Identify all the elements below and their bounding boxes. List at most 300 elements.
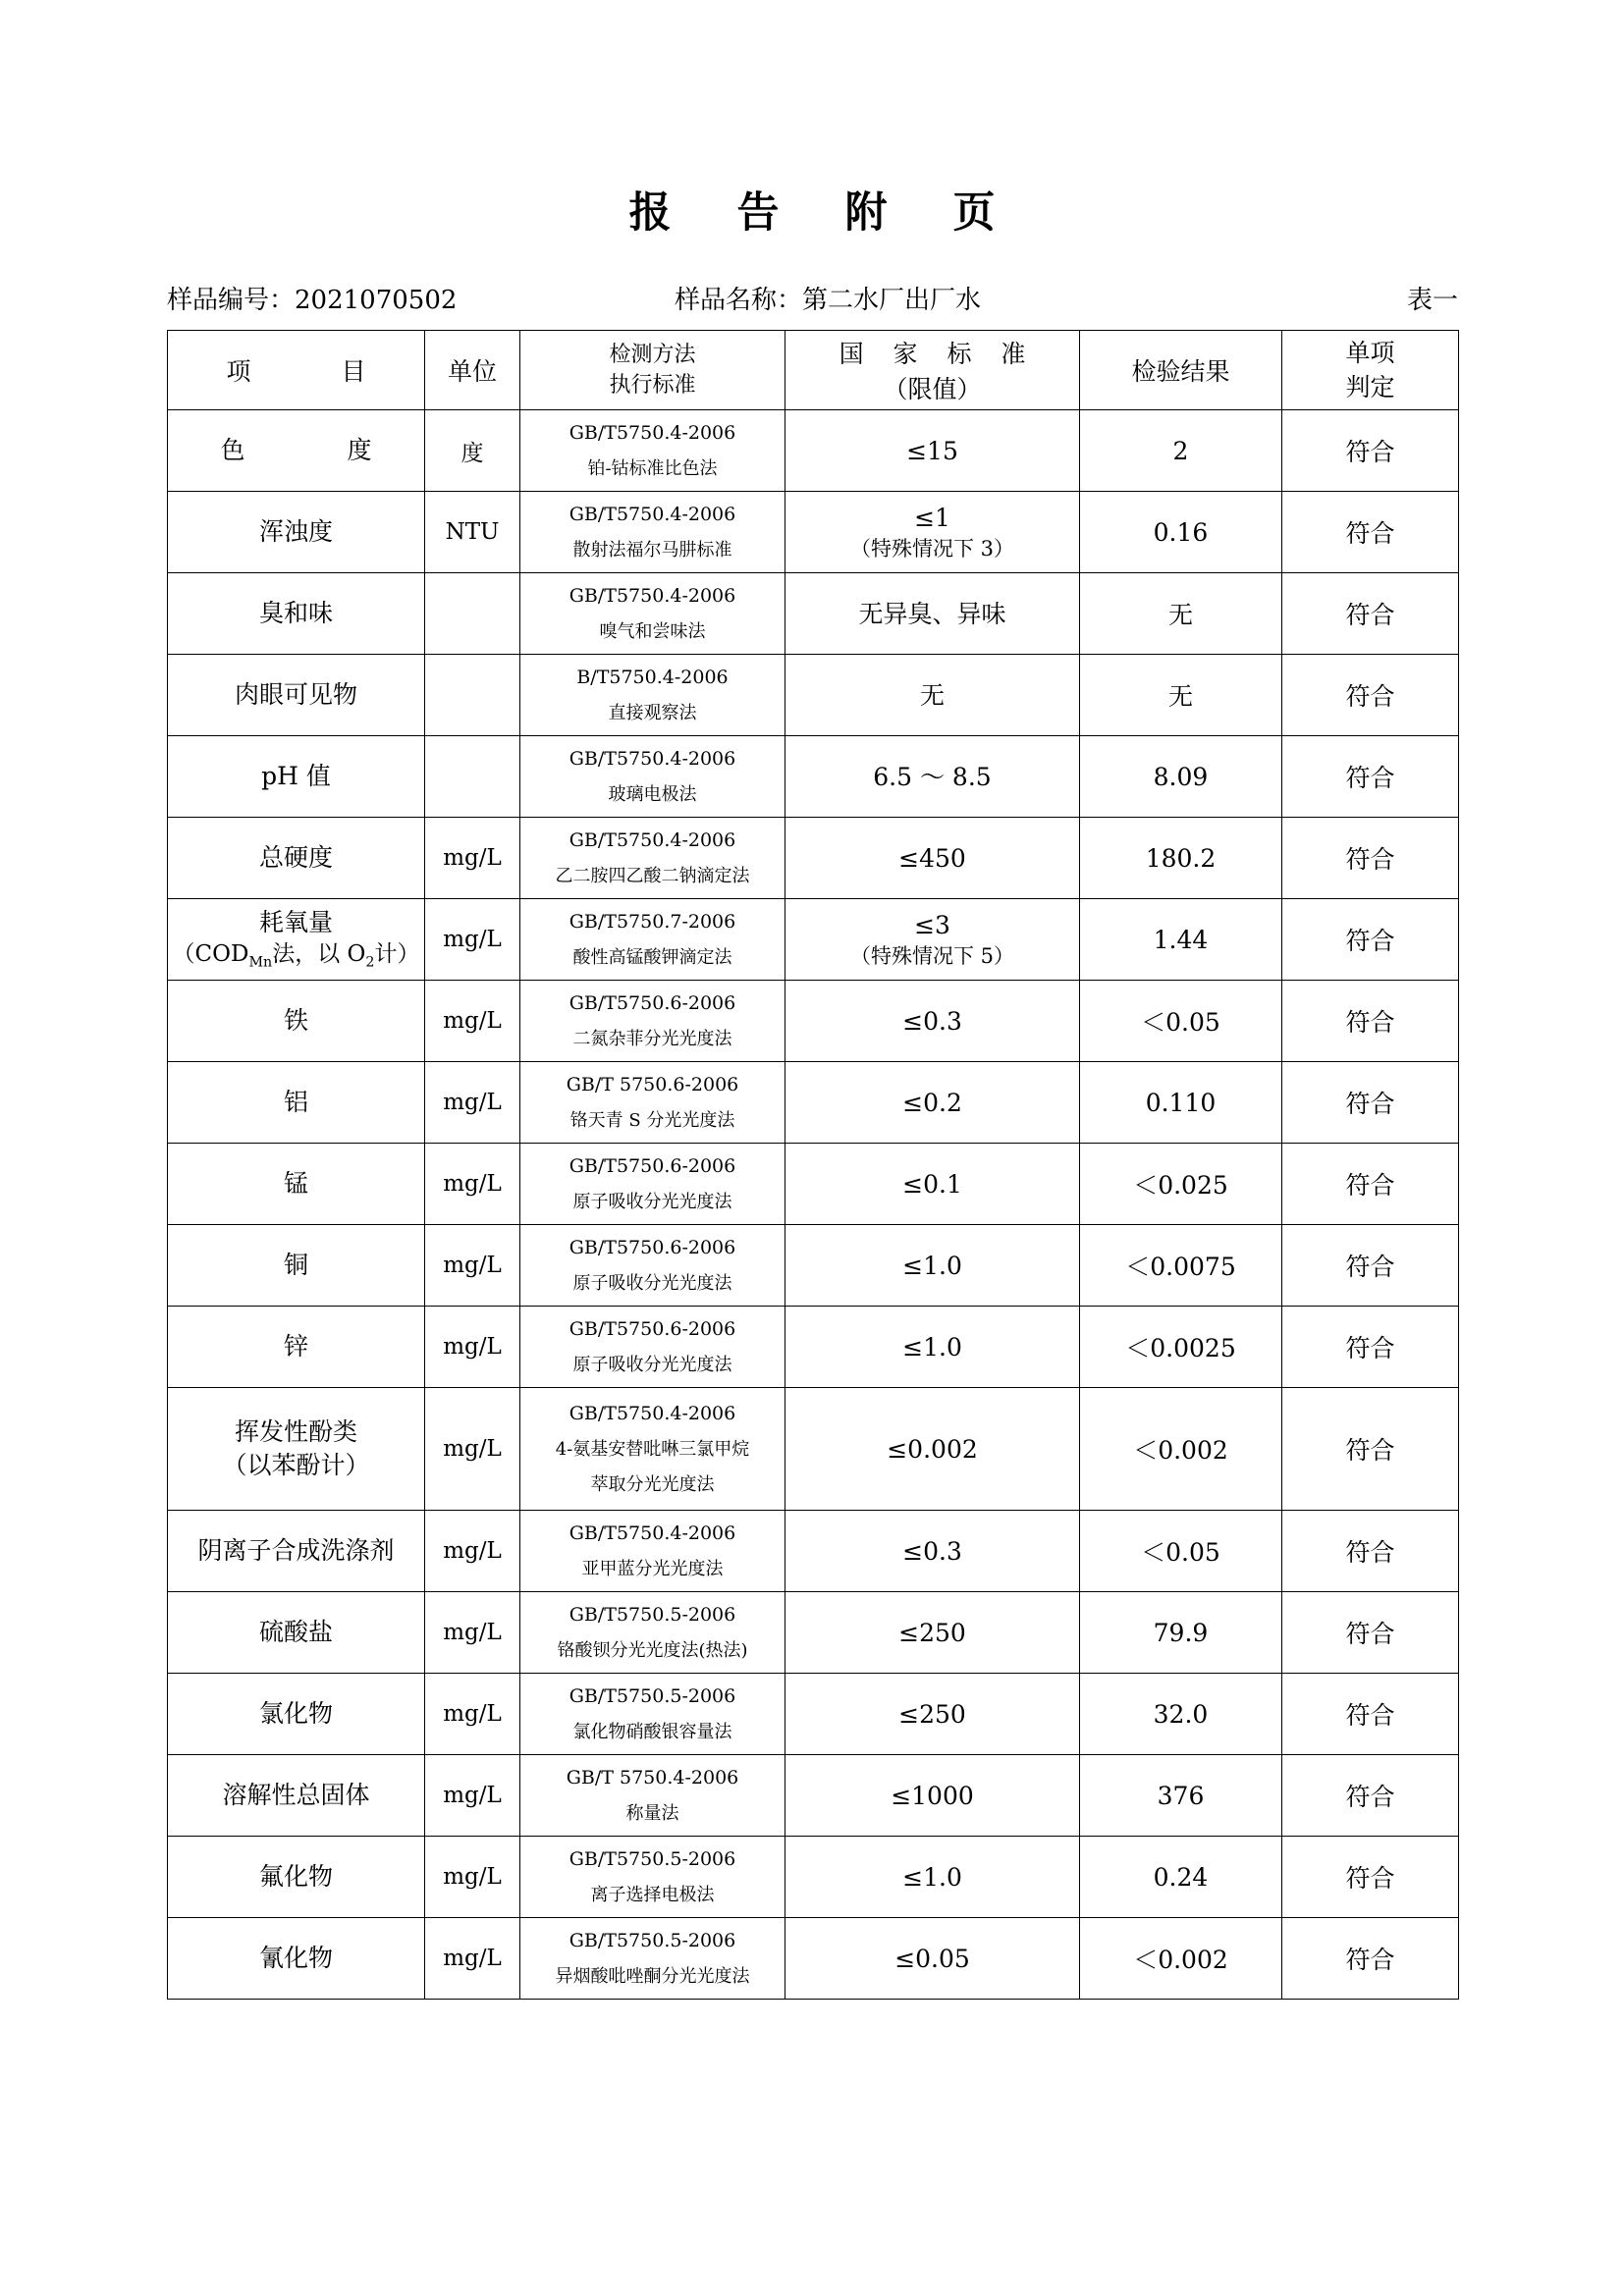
judgement-value: 符合: [1345, 1538, 1395, 1567]
unit-label: mg/L: [443, 927, 502, 952]
method-block: [523, 986, 782, 1056]
cell-method: [520, 736, 785, 818]
item-label: 锰: [283, 1168, 308, 1198]
item-sublabel: （以苯酚计）: [222, 1451, 370, 1479]
cell-unit: [425, 1225, 520, 1307]
cell-item: [168, 655, 425, 736]
method-standard-code: GB/T5750.7-2006: [568, 910, 736, 933]
method-standard-code: GB/T5750.6-2006: [568, 991, 736, 1014]
method-name: 原子吸收分光光度法: [572, 1354, 732, 1375]
method-name: 散射法福尔马肼标准: [572, 539, 732, 561]
method-standard-code: GB/T5750.5-2006: [568, 1603, 736, 1626]
unit-label: mg/L: [443, 1090, 502, 1115]
table-row: [168, 1225, 1459, 1307]
cell-method: [520, 1225, 785, 1307]
method-standard-code: GB/T 5750.4-2006: [566, 1766, 739, 1789]
method-standard-code: GB/T5750.4-2006: [568, 1403, 736, 1425]
unit-label: mg/L: [443, 845, 502, 871]
table-number: 表一: [1406, 286, 1458, 315]
cell-standard: [785, 899, 1080, 981]
cell-unit: [425, 410, 520, 492]
cell-unit: [425, 573, 520, 655]
method-name: 氯化物硝酸银容量法: [572, 1721, 732, 1742]
cell-standard: [785, 492, 1080, 573]
table-header-row: [168, 331, 1459, 410]
table-row: [168, 1837, 1459, 1918]
cell-item: [168, 736, 425, 818]
table-row: [168, 573, 1459, 655]
method-standard-code: GB/T 5750.6-2006: [566, 1073, 739, 1095]
unit-label: NTU: [445, 519, 500, 545]
cell-standard: [785, 573, 1080, 655]
cell-standard: [785, 1674, 1080, 1755]
cell-result: [1080, 736, 1282, 818]
table-row: [168, 981, 1459, 1062]
judgement-value: 符合: [1345, 845, 1395, 874]
method-name: 酸性高锰酸钾滴定法: [572, 946, 732, 968]
cell-result: [1080, 1592, 1282, 1674]
cell-item: [168, 1307, 425, 1388]
judgement-value: 符合: [1345, 1701, 1395, 1730]
sample-id: 样品编号：2021070502: [167, 286, 458, 315]
judgement-value: 符合: [1345, 1008, 1395, 1037]
cell-item: [168, 981, 425, 1062]
method-standard-code: GB/T5750.4-2006: [568, 828, 736, 851]
result-value: ＜0.05: [1141, 1538, 1220, 1567]
cell-standard: [785, 655, 1080, 736]
cell-method: [520, 1837, 785, 1918]
cell-method: [520, 818, 785, 899]
cell-result: [1080, 1918, 1282, 2000]
cell-unit: [425, 1062, 520, 1144]
unit-label: mg/L: [443, 1783, 502, 1808]
header-method-label: [523, 340, 782, 400]
result-value: ＜0.0075: [1125, 1253, 1236, 1281]
cell-method: [520, 1674, 785, 1755]
unit-label: mg/L: [443, 1334, 502, 1360]
standard-value: ≤3: [914, 910, 950, 939]
standard-value: ≤1.0: [902, 1332, 962, 1362]
cell-item: [168, 1511, 425, 1592]
method-standard-code: GB/T5750.5-2006: [568, 1847, 736, 1870]
header-standard-line1: 国 家 标 准: [839, 340, 1037, 368]
cell-result: [1080, 1674, 1282, 1755]
standard-value: ≤1.0: [902, 1251, 962, 1280]
cell-judgement: [1282, 492, 1459, 573]
method-block: [523, 1311, 782, 1382]
cell-result: [1080, 1511, 1282, 1592]
cell-item: [168, 899, 425, 981]
method-name: 铬酸钡分光光度法(热法): [557, 1639, 748, 1661]
cell-result: [1080, 1837, 1282, 1918]
judgement-value: 符合: [1345, 1620, 1395, 1648]
header-standard: [785, 331, 1080, 410]
cell-judgement: [1282, 1674, 1459, 1755]
header-result-label: 检验结果: [1131, 357, 1230, 386]
cell-standard: [785, 1307, 1080, 1388]
cell-unit: [425, 1918, 520, 2000]
table-row: [168, 1918, 1459, 2000]
item-label: 锌: [283, 1331, 308, 1361]
cell-item: [168, 1388, 425, 1511]
method-block: [523, 823, 782, 893]
cell-unit: [425, 1388, 520, 1511]
cell-standard: [785, 1592, 1080, 1674]
cell-unit: [425, 1511, 520, 1592]
result-value: ＜0.002: [1133, 1436, 1228, 1465]
judgement-value: 符合: [1345, 1090, 1395, 1118]
cell-method: [520, 1918, 785, 2000]
method-name: 称量法: [625, 1802, 679, 1824]
result-value: 0.16: [1153, 517, 1209, 547]
cell-judgement: [1282, 1511, 1459, 1592]
item-sublabel: （$COD_{Mn}$法，以 $O_2$计）: [172, 941, 420, 971]
cell-method: [520, 1388, 785, 1511]
standard-value: ≤15: [906, 436, 958, 465]
standard-value: ≤250: [898, 1699, 966, 1729]
cell-result: [1080, 818, 1282, 899]
item-label: 铜: [283, 1250, 308, 1279]
cell-judgement: [1282, 1062, 1459, 1144]
method-name: 亚甲蓝分光光度法: [581, 1558, 724, 1579]
result-value: 无: [1167, 601, 1193, 629]
method-standard-code: GB/T5750.4-2006: [568, 747, 736, 770]
method-block: [523, 1597, 782, 1668]
method-block: [523, 1842, 782, 1912]
header-item-label: 项 目: [226, 357, 380, 386]
table-row: [168, 655, 1459, 736]
header-unit: [425, 331, 520, 410]
cell-item: [168, 818, 425, 899]
unit-label: mg/L: [443, 1946, 502, 1971]
unit-label: mg/L: [443, 1253, 502, 1278]
method-standard-code: GB/T5750.4-2006: [568, 584, 736, 607]
cell-item: [168, 1674, 425, 1755]
unit-label: mg/L: [443, 1620, 502, 1645]
cell-unit: [425, 1307, 520, 1388]
result-value: 无: [1167, 682, 1193, 711]
item-label: 色 度: [220, 435, 390, 464]
table-row: [168, 1674, 1459, 1755]
standard-value: 无异臭、异味: [858, 599, 1006, 628]
cell-standard: [785, 1062, 1080, 1144]
method-block: [523, 1230, 782, 1301]
item-label: 浑浊度: [258, 516, 333, 546]
method-block: [523, 497, 782, 567]
method-name: 异烟酸吡唑酮分光光度法: [555, 1965, 750, 1987]
header-judge-label: [1285, 336, 1455, 405]
result-value: 0.110: [1145, 1088, 1217, 1117]
cell-standard: [785, 1837, 1080, 1918]
result-value: 376: [1157, 1781, 1205, 1810]
sub-header: [167, 281, 1458, 320]
result-value: 0.24: [1153, 1862, 1209, 1892]
method-name: 二氮杂菲分光光度法: [572, 1028, 732, 1049]
cell-method: [520, 573, 785, 655]
method-block: [523, 660, 782, 730]
item-label: 氯化物: [258, 1698, 333, 1728]
item-label: 臭和味: [258, 598, 333, 627]
cell-judgement: [1282, 1755, 1459, 1837]
cell-unit: [425, 1755, 520, 1837]
cell-unit: [425, 1674, 520, 1755]
method-block: [523, 415, 782, 486]
cell-judgement: [1282, 1592, 1459, 1674]
standard-value: ≤250: [898, 1618, 966, 1647]
cell-result: [1080, 1062, 1282, 1144]
method-name: 乙二胺四乙酸二钠滴定法: [555, 865, 750, 886]
method-name: 直接观察法: [608, 702, 697, 723]
cell-unit: [425, 1592, 520, 1674]
cell-item: [168, 1755, 425, 1837]
cell-result: [1080, 1388, 1282, 1511]
judgement-value: 符合: [1345, 1436, 1395, 1465]
method-standard-code: GB/T5750.6-2006: [568, 1236, 736, 1258]
table-row: [168, 1062, 1459, 1144]
judgement-value: 符合: [1345, 601, 1395, 629]
cell-result: [1080, 981, 1282, 1062]
judgement-value: 符合: [1345, 1253, 1395, 1281]
method-block: [523, 1148, 782, 1219]
cell-result: [1080, 1755, 1282, 1837]
cell-result: [1080, 1307, 1282, 1388]
cell-result: [1080, 655, 1282, 736]
cell-item: [168, 1144, 425, 1225]
header-unit-label: 单位: [447, 357, 497, 386]
method-name: 原子吸收分光光度法: [572, 1191, 732, 1212]
result-value: 180.2: [1145, 843, 1217, 873]
item-label: 溶解性总固体: [222, 1780, 370, 1809]
standard-value: 6.5 ～ 8.5: [873, 762, 992, 791]
result-value: ＜0.002: [1133, 1946, 1228, 1974]
method-block: [523, 1760, 782, 1831]
standard-note: （特殊情况下 3）: [849, 536, 1015, 561]
cell-standard: [785, 818, 1080, 899]
item-label: pH 值: [261, 761, 331, 790]
cell-unit: [425, 899, 520, 981]
method-standard-code: GB/T5750.5-2006: [568, 1929, 736, 1951]
cell-unit: [425, 981, 520, 1062]
result-value: 79.9: [1153, 1618, 1209, 1647]
table-row: [168, 1307, 1459, 1388]
standard-value: ≤0.3: [902, 1536, 962, 1566]
result-value: 2: [1172, 436, 1189, 465]
cell-result: [1080, 573, 1282, 655]
cell-unit: [425, 492, 520, 573]
method-standard-code: GB/T5750.6-2006: [568, 1154, 736, 1177]
unit-label: mg/L: [443, 1864, 502, 1890]
unit-label: mg/L: [443, 1171, 502, 1197]
cell-judgement: [1282, 818, 1459, 899]
header-method: [520, 331, 785, 410]
judgement-value: 符合: [1345, 519, 1395, 548]
cell-method: [520, 1592, 785, 1674]
method-standard-code: GB/T5750.6-2006: [568, 1317, 736, 1340]
item-label: 铁: [283, 1005, 308, 1035]
table-row: [168, 492, 1459, 573]
cell-standard: [785, 1388, 1080, 1511]
cell-unit: [425, 818, 520, 899]
method-block: [523, 1679, 782, 1749]
cell-standard: [785, 981, 1080, 1062]
standard-note: （特殊情况下 5）: [849, 943, 1015, 968]
method-name: 4-氨基安替吡啉三氯甲烷: [555, 1439, 750, 1461]
unit-label: mg/L: [443, 1538, 502, 1564]
cell-method: [520, 1307, 785, 1388]
item-label: 硫酸盐: [258, 1617, 333, 1646]
cell-unit: [425, 1837, 520, 1918]
header-method-line2: 执行标准: [609, 373, 696, 398]
header-judge: [1282, 331, 1459, 410]
method-standard-code: GB/T5750.4-2006: [568, 503, 736, 525]
cell-unit: [425, 1144, 520, 1225]
method-block: [523, 741, 782, 812]
item-label: 耗氧量: [258, 907, 333, 936]
table-row: [168, 1388, 1459, 1511]
item-label: 肉眼可见物: [234, 679, 357, 709]
method-block: [523, 1396, 782, 1501]
method-standard-code: GB/T5750.5-2006: [568, 1684, 736, 1707]
cell-unit: [425, 655, 520, 736]
header-standard-label: [788, 335, 1076, 405]
method-name: 离子选择电极法: [590, 1884, 715, 1905]
header-result: [1080, 331, 1282, 410]
cell-method: [520, 1144, 785, 1225]
cell-standard: [785, 1511, 1080, 1592]
cell-standard: [785, 1755, 1080, 1837]
cell-judgement: [1282, 1918, 1459, 2000]
standard-value: ≤0.002: [887, 1434, 978, 1464]
cell-item: [168, 1062, 425, 1144]
cell-result: [1080, 410, 1282, 492]
cell-judgement: [1282, 1144, 1459, 1225]
item-label: 氰化物: [258, 1943, 333, 1972]
result-value: 32.0: [1153, 1699, 1209, 1729]
method-block: [523, 904, 782, 975]
cell-method: [520, 655, 785, 736]
header-item: [168, 331, 425, 410]
method-standard-code: B/T5750.4-2006: [576, 666, 729, 688]
method-block: [523, 1067, 782, 1138]
method-standard-code: GB/T5750.4-2006: [568, 421, 736, 444]
cell-item: [168, 492, 425, 573]
cell-judgement: [1282, 410, 1459, 492]
judgement-value: 符合: [1345, 1783, 1395, 1811]
cell-item: [168, 410, 425, 492]
header-method-line1: 检测方法: [609, 342, 696, 367]
result-value: ＜0.05: [1141, 1008, 1220, 1037]
method-name: 原子吸收分光光度法: [572, 1272, 732, 1294]
method-standard-code: GB/T5750.4-2006: [568, 1522, 736, 1544]
unit-label: mg/L: [443, 1701, 502, 1727]
table-row: [168, 899, 1459, 981]
cell-method: [520, 981, 785, 1062]
cell-method: [520, 1755, 785, 1837]
judgement-value: 符合: [1345, 1334, 1395, 1362]
cell-judgement: [1282, 736, 1459, 818]
cell-standard: [785, 1225, 1080, 1307]
cell-item: [168, 573, 425, 655]
cell-method: [520, 899, 785, 981]
table-row: [168, 818, 1459, 899]
item-label: 总硬度: [258, 842, 333, 872]
judgement-value: 符合: [1345, 682, 1395, 711]
cell-item: [168, 1837, 425, 1918]
standard-value: ≤0.05: [894, 1944, 970, 1973]
cell-result: [1080, 492, 1282, 573]
cell-standard: [785, 1918, 1080, 2000]
table-row: [168, 1511, 1459, 1592]
standard-value: ≤0.1: [902, 1169, 962, 1199]
result-value: 1.44: [1153, 925, 1209, 954]
cell-method: [520, 1511, 785, 1592]
cell-judgement: [1282, 1388, 1459, 1511]
page-title: 报 告 附 页: [628, 188, 1021, 238]
unit-label: 度: [460, 440, 484, 466]
table-row: [168, 1755, 1459, 1837]
cell-judgement: [1282, 573, 1459, 655]
judgement-value: 符合: [1345, 1171, 1395, 1200]
header-judge-line1: 单项: [1345, 338, 1395, 367]
cell-judgement: [1282, 981, 1459, 1062]
method-name: 铬天青 S 分光光度法: [569, 1109, 735, 1131]
table-row: [168, 1144, 1459, 1225]
cell-judgement: [1282, 1307, 1459, 1388]
sample-name: 样品名称：第二水厂出厂水: [675, 286, 982, 315]
cell-judgement: [1282, 1837, 1459, 1918]
cell-result: [1080, 1144, 1282, 1225]
cell-result: [1080, 1225, 1282, 1307]
result-value: 8.09: [1153, 762, 1209, 791]
table-row: [168, 736, 1459, 818]
method-block: [523, 1516, 782, 1586]
method-name: 嗅气和尝味法: [599, 620, 706, 642]
unit-label: mg/L: [443, 1436, 502, 1462]
judgement-value: 符合: [1345, 927, 1395, 955]
cell-method: [520, 410, 785, 492]
cell-result: [1080, 899, 1282, 981]
cell-judgement: [1282, 655, 1459, 736]
method-block: [523, 578, 782, 649]
standard-value: ≤0.2: [902, 1088, 962, 1117]
standard-value: ≤1.0: [902, 1862, 962, 1892]
standard-value: 无: [919, 680, 945, 710]
cell-standard: [785, 410, 1080, 492]
item-label: 阴离子合成洗涤剂: [197, 1535, 395, 1565]
table-row: [168, 1592, 1459, 1674]
table-row: [168, 410, 1459, 492]
cell-item: [168, 1225, 425, 1307]
standard-value: ≤0.3: [902, 1006, 962, 1036]
item-label: 氟化物: [258, 1861, 333, 1891]
method-name: 玻璃电极法: [608, 783, 697, 805]
result-value: ＜0.025: [1133, 1171, 1228, 1200]
method-name-line2: 萃取分光光度法: [590, 1473, 715, 1495]
method-name: 铂-钴标准比色法: [587, 457, 718, 479]
item-label: 铝: [283, 1087, 308, 1116]
judgement-value: 符合: [1345, 1946, 1395, 1974]
cell-method: [520, 492, 785, 573]
cell-judgement: [1282, 1225, 1459, 1307]
cell-standard: [785, 1144, 1080, 1225]
results-table: [167, 330, 1459, 2000]
standard-value: ≤1: [914, 503, 950, 532]
standard-value: ≤1000: [891, 1781, 974, 1810]
cell-item: [168, 1592, 425, 1674]
header-judge-line2: 判定: [1345, 373, 1395, 401]
judgement-value: 符合: [1345, 438, 1395, 466]
cell-unit: [425, 736, 520, 818]
